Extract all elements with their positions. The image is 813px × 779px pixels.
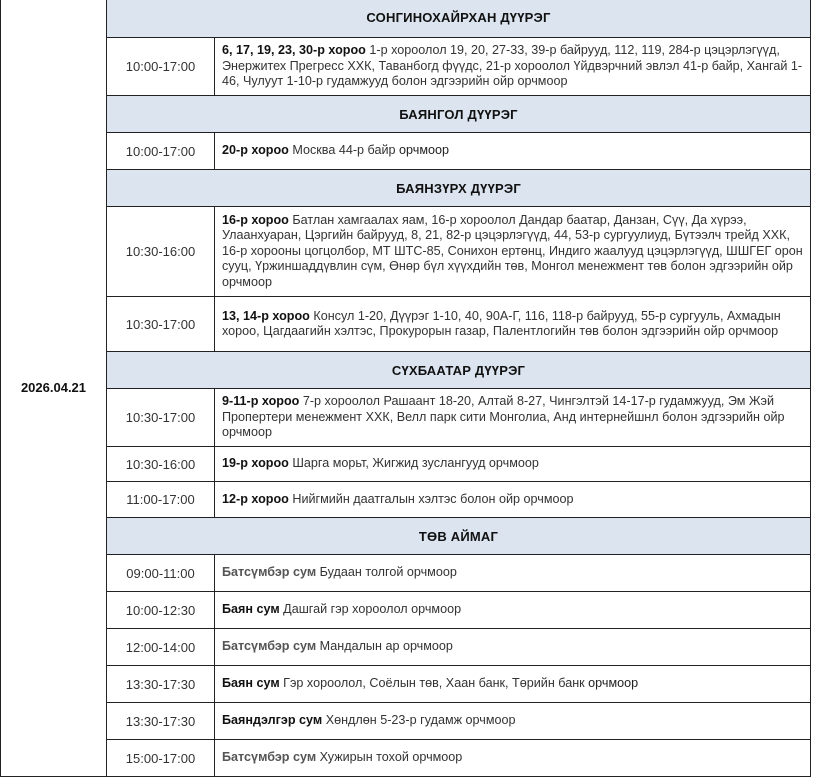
location-text: Мандалын ар орчмоор xyxy=(319,639,453,654)
time-range: 10:30-16:00 xyxy=(107,447,215,482)
location-text: 7-р хороолол Рашаант 18-20, Алтай 8-27, Чингэлтэй 14-17-р гудамжууд, Эм Жэй Пропертери менежмент ХХК, Велл парк сити Монголиа, Анд интернейшнл болон эдгээрийн ойр орчмоор xyxy=(222,394,785,440)
outage-description xyxy=(215,133,811,170)
location-text: Гэр хороолол, Соёлын төв, Хаан банк, Төрийн банк xyxy=(283,676,585,691)
outage-description xyxy=(215,740,811,777)
region-header-row xyxy=(1,0,811,38)
location-text: Дашгай гэр хороолол орчмоор xyxy=(283,602,462,617)
schedule-row xyxy=(1,447,811,482)
region-name: СОНГИНОХАЙРХАН ДҮҮРЭГ xyxy=(107,0,811,38)
area-name: Баяндэлгэр сум xyxy=(222,713,323,728)
region-name: БАЯНГОЛ ДҮҮРЭГ xyxy=(107,96,811,133)
region-name: ТӨВ АЙМАГ xyxy=(107,518,811,555)
location-text: Москва 44-р байр xyxy=(292,143,396,158)
time-range: 15:00-17:00 xyxy=(107,740,215,777)
schedule-row xyxy=(1,740,811,777)
schedule-row xyxy=(1,703,811,740)
time-range: 10:30-17:00 xyxy=(107,389,215,447)
schedule-row xyxy=(1,207,811,297)
outage-description xyxy=(215,38,811,96)
area-name: 20-р хороо xyxy=(222,143,289,158)
location-text: 1-р хороолол 19, 20, 27-33, 39-р байрууд, 112, 119, 284-р цэцэрлэгүүд, Энержитех Прегресс ХХК, Таванбогд фүүдс, 21-р хороолол Үйдвэрчний эвлэл 41-р байр, Хангай 1-46, Чулуут 1-10-р гудамжууд болон эдгээрийн ойр орчмоор xyxy=(222,43,803,89)
area-name: 13, 14-р хороо xyxy=(222,308,310,323)
time-range: 11:00-17:00 xyxy=(107,482,215,518)
schedule-row xyxy=(1,629,811,666)
region-header-row xyxy=(1,170,811,207)
outage-description xyxy=(215,592,811,629)
location-text: Батлан хамгаалах яам, 16-р хороолол Дандар баатар, Данзан, Сүү, Да хүрээ, Улаанхуаран, Цэргийн байрууд, 8, 21, 82-р цэцэрлэгүүд, 44, 53-р сургуулиуд, Бүтээлч трейд ХХК, 16-р хорооны цогцолбор, МТ ШТС-85, Сонихон ертөнц, Индиго жаалууд цэцэрлэгүүд, ШШГЕГ орон сууц, Үржиншаддүвлин сүм, Өнөр бүл хүүхдийн төв, Монгол менежмент төв болон эдгээрийн ойр орчмоор xyxy=(222,212,803,289)
schedule-row xyxy=(1,389,811,447)
time-range: 12:00-14:00 xyxy=(107,629,215,666)
location-text: Нийгмийн даатгалын хэлтэс болон ойр орчмоор xyxy=(292,491,574,506)
area-name: Баян сум xyxy=(222,602,280,617)
area-name: 6, 17, 19, 23, 30-р хороо xyxy=(222,43,366,58)
area-name: 9-11-р хороо xyxy=(222,394,300,409)
schedule-row xyxy=(1,666,811,703)
schedule-row xyxy=(1,297,811,352)
date-cell: 2026.04.21 xyxy=(1,0,107,777)
region-name: БАЯНЗҮРХ ДҮҮРЭГ xyxy=(107,170,811,207)
schedule-table-body xyxy=(1,0,811,777)
region-header-row xyxy=(1,352,811,389)
time-range: 10:30-17:00 xyxy=(107,297,215,352)
outage-description xyxy=(215,555,811,592)
area-name: 16-р хороо xyxy=(222,212,289,227)
location-text: Хөндлөн 5-23-р гудамж орчмоор xyxy=(325,713,516,728)
area-name: Баян сум xyxy=(222,676,280,691)
outage-description xyxy=(215,207,811,297)
outage-description xyxy=(215,703,811,740)
time-range: 13:30-17:30 xyxy=(107,666,215,703)
outage-description xyxy=(215,297,811,352)
location-text: Консул 1-20, Дүүрэг 1-10, 40, 90А-Г, 116, 118-р байрууд, 55-р сургууль, Ахмадын хороо, Цагдаагийн хэлтэс, Прокурорын газар, Палентлогийн төв болон эдгээрийн ойр орчмоор xyxy=(222,308,781,338)
schedule-row xyxy=(1,38,811,96)
time-range: 13:30-17:30 xyxy=(107,703,215,740)
outage-description xyxy=(215,482,811,518)
time-range: 10:00-17:00 xyxy=(107,38,215,96)
time-range: 09:00-11:00 xyxy=(107,555,215,592)
outage-description xyxy=(215,629,811,666)
time-range: 10:00-17:00 xyxy=(107,133,215,170)
area-name: 19-р хороо xyxy=(222,456,289,471)
region-header-row xyxy=(1,96,811,133)
area-name: 12-р хороо xyxy=(222,491,289,506)
region-name: СҮХБААТАР ДҮҮРЭГ xyxy=(107,352,811,389)
schedule-row xyxy=(1,133,811,170)
location-text: Шарга морьт, Жигжид зуслангууд орчмоор xyxy=(292,456,539,471)
location-text: Будаан толгой орчмоор xyxy=(319,565,457,580)
location-suffix: орчмоор xyxy=(588,676,639,691)
area-name: Батсүмбэр сум xyxy=(222,639,317,654)
schedule-row xyxy=(1,592,811,629)
time-range: 10:30-16:00 xyxy=(107,207,215,297)
outage-description xyxy=(215,666,811,703)
schedule-row xyxy=(1,482,811,518)
time-range: 10:00-12:30 xyxy=(107,592,215,629)
location-text: Хужирын тохой орчмоор xyxy=(319,750,463,765)
region-header-row xyxy=(1,518,811,555)
outage-description xyxy=(215,447,811,482)
schedule-row xyxy=(1,555,811,592)
outage-description xyxy=(215,389,811,447)
area-name: Батсүмбэр сум xyxy=(222,750,317,765)
area-name: Батсүмбэр сум xyxy=(222,565,317,580)
location-suffix: орчмоор xyxy=(399,143,449,158)
